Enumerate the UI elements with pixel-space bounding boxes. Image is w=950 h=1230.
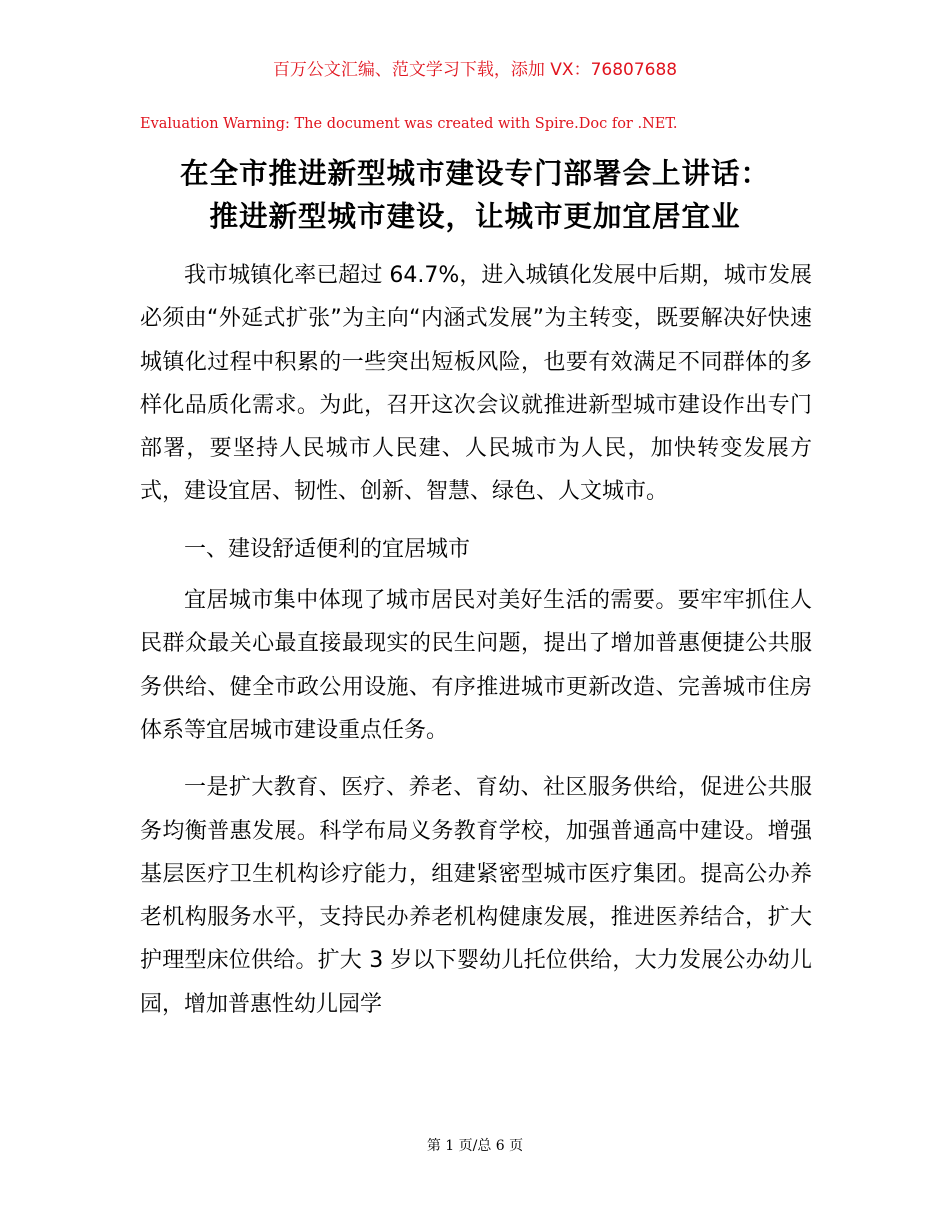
evaluation-warning: Evaluation Warning: The document was created with Spire.Doc for .NET. (140, 116, 678, 132)
paragraph-intro: 我市城镇化率已超过 64.7%，进入城镇化发展中后期，城市发展必须由“外延式扩张”为主向“内涵式发展”为主转变，既要解决好快速城镇化过程中积累的一些突出短板风险，也要有效满足不同群体的多样化品质化需求。为此，召开这次会议就推进新型城市建设作出专门部署，要坚持人民城市人民建、人民城市为人民，加快转变发展方式，建设宜居、韧性、创新、智慧、绿色、人文城市。 (140, 263, 812, 505)
section-heading-1: 一、建设舒适便利的宜居城市 (184, 536, 471, 562)
page-number: 第 1 页/总 6 页 (426, 1138, 524, 1154)
document-title-line-1: 在全市推进新型城市建设专门部署会上讲话： (179, 157, 770, 190)
paragraph-livable-city: 宜居城市集中体现了城市居民对美好生活的需要。要牢牢抓住人民群众最关心最直接最现实的民生问题，提出了增加普惠便捷公共服务供给、健全市政公用设施、有序推进城市更新改造、完善城市住房体系等宜居城市建设重点任务。 (140, 588, 812, 743)
document-title-line-2: 推进新型城市建设，让城市更加宜居宜业 (209, 200, 741, 233)
header-banner: 百万公文汇编、范文学习下载，添加 VX：76807688 (272, 60, 678, 80)
paragraph-public-services: 一是扩大教育、医疗、养老、育幼、社区服务供给，促进公共服务均衡普惠发展。科学布局义务教育学校，加强普通高中建设。增强基层医疗卫生机构诊疗能力，组建紧密型城市医疗集团。提高公办养老机构服务水平，支持民办养老机构健康发展，推进医养结合，扩大护理型床位供给。扩大 3 岁以下婴幼儿托位供给，大力发展公办幼儿园，增加普惠性幼儿园学 (140, 775, 812, 1017)
document-body (140, 254, 812, 1026)
document-title (0, 152, 950, 238)
